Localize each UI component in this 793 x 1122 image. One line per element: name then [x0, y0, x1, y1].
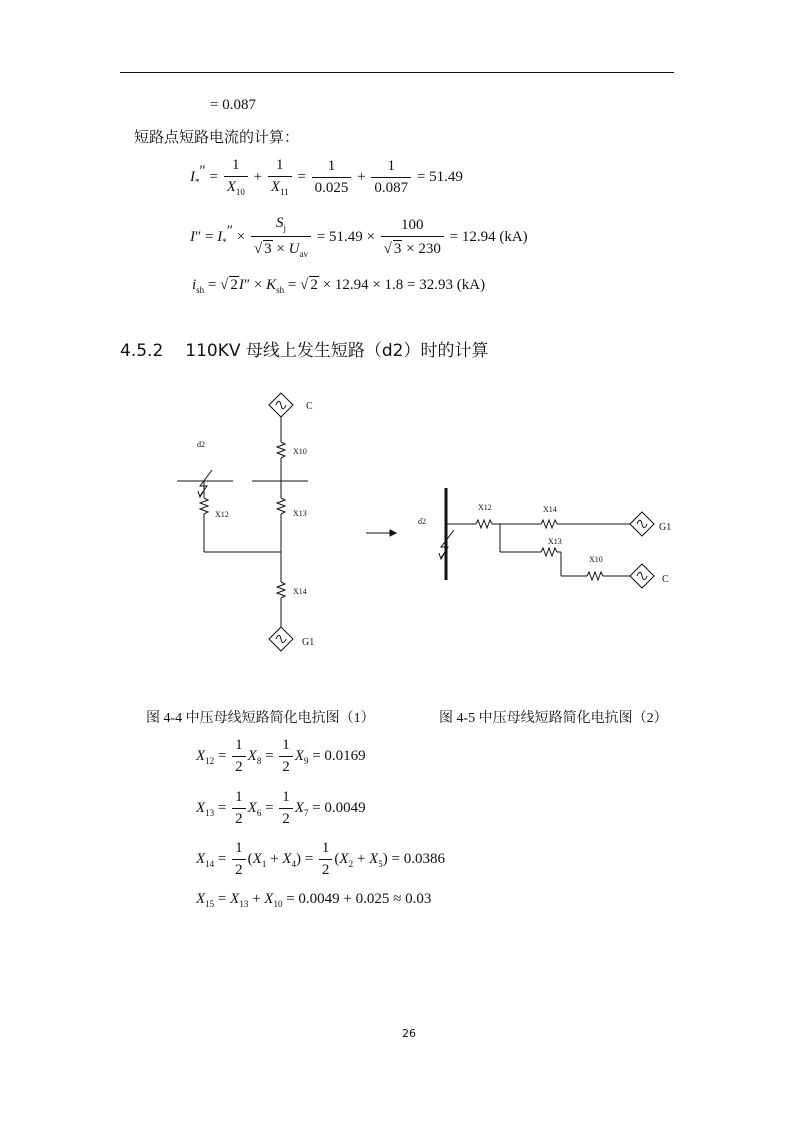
equation-5: $X_{13}$ = $\frac{1}{2}$ $X_6$ = $\frac{1}{2}$ $X_7 = 0.0049$ [196, 789, 366, 827]
left-label-x13: X13 [293, 509, 307, 518]
header-rule [120, 72, 674, 73]
right-resistor-x12 [476, 520, 492, 528]
left-label-x12: X12 [215, 510, 229, 519]
figure-caption-1: 图 4-4 中压母线短路简化电抗图（1） [146, 711, 375, 726]
left-resistor-x13 [277, 498, 285, 514]
right-label-g1: G1 [659, 522, 672, 533]
section-heading [120, 336, 489, 361]
top-partial-equation: = 0.087 [210, 97, 256, 113]
left-source-c-symbol [269, 393, 293, 417]
equation-3: $i_{sh}$ = √ $2I'' \times K_{sh}$ = √ 2 × 12.94 × 1.8 = 32.93 (kA) [192, 277, 486, 295]
equation-6: $X_{14}$ = $\frac{1}{2}$ $(X_1 + X_4)$ = $\frac{1}{2}$ $(X_2 + X_5) = 0.0386$ [196, 840, 445, 878]
right-resistor-x14 [541, 520, 557, 528]
right-resistor-x10 [587, 572, 603, 580]
equation-4: $X_{12}$ = $\frac{1}{2}$ $X_8$ = $\frac{1}{2}$ $X_9 = 0.0169$ [196, 737, 366, 775]
right-source-c-symbol [630, 564, 654, 588]
left-label-c: C [306, 401, 313, 412]
right-label-x14: X14 [543, 505, 557, 514]
right-label-d2: d2 [418, 517, 426, 526]
right-resistor-x13 [541, 548, 557, 556]
equation-1: $I_*''$ = $\frac{1}{X_{10}}$ + $\frac{1}{X_{11}}$ = $\frac{1}{0.025}$ + $\frac{1}{0.087}$ = 51.49 [190, 157, 463, 197]
eq1-result: 51.49 [429, 168, 463, 185]
left-fault-symbol [200, 470, 212, 496]
right-source-g1-symbol [630, 512, 654, 536]
left-resistor-x12 [200, 498, 208, 514]
right-label-c: C [662, 574, 669, 585]
left-label-d2: d2 [197, 440, 205, 449]
section-title: 110KV 母线上发生短路（d2）时的计算 [185, 341, 489, 361]
intro-text: 短路点短路电流的计算： [134, 130, 300, 146]
page-number: 26 [402, 1027, 416, 1040]
left-label-x10: X10 [293, 447, 307, 456]
left-resistor-x14 [277, 582, 285, 598]
left-label-g1: G1 [302, 637, 315, 648]
circuit-diagrams [0, 380, 793, 680]
left-source-g1-symbol [269, 627, 293, 651]
right-label-x12: X12 [478, 503, 492, 512]
figure-caption-2: 图 4-5 中压母线短路简化电抗图（2） [439, 711, 668, 726]
left-label-x14: X14 [293, 587, 307, 596]
equation-7: $X_{15} = X_{13} + X_{10} = 0.0049 + 0.025 \approx 0.03$ [196, 891, 432, 909]
section-number: 4.5.2 [120, 341, 164, 361]
right-label-x13: X13 [548, 537, 562, 546]
left-resistor-x10 [277, 442, 285, 458]
right-label-x10: X10 [589, 555, 603, 564]
equation-2: $I'' = I_*''$ × $\frac{S_j}{√ 3 \times U_{av}}$ = 51.49 × $\frac{100}{√ 3 \times 230}$ = 12.94 (kA) [190, 215, 528, 259]
